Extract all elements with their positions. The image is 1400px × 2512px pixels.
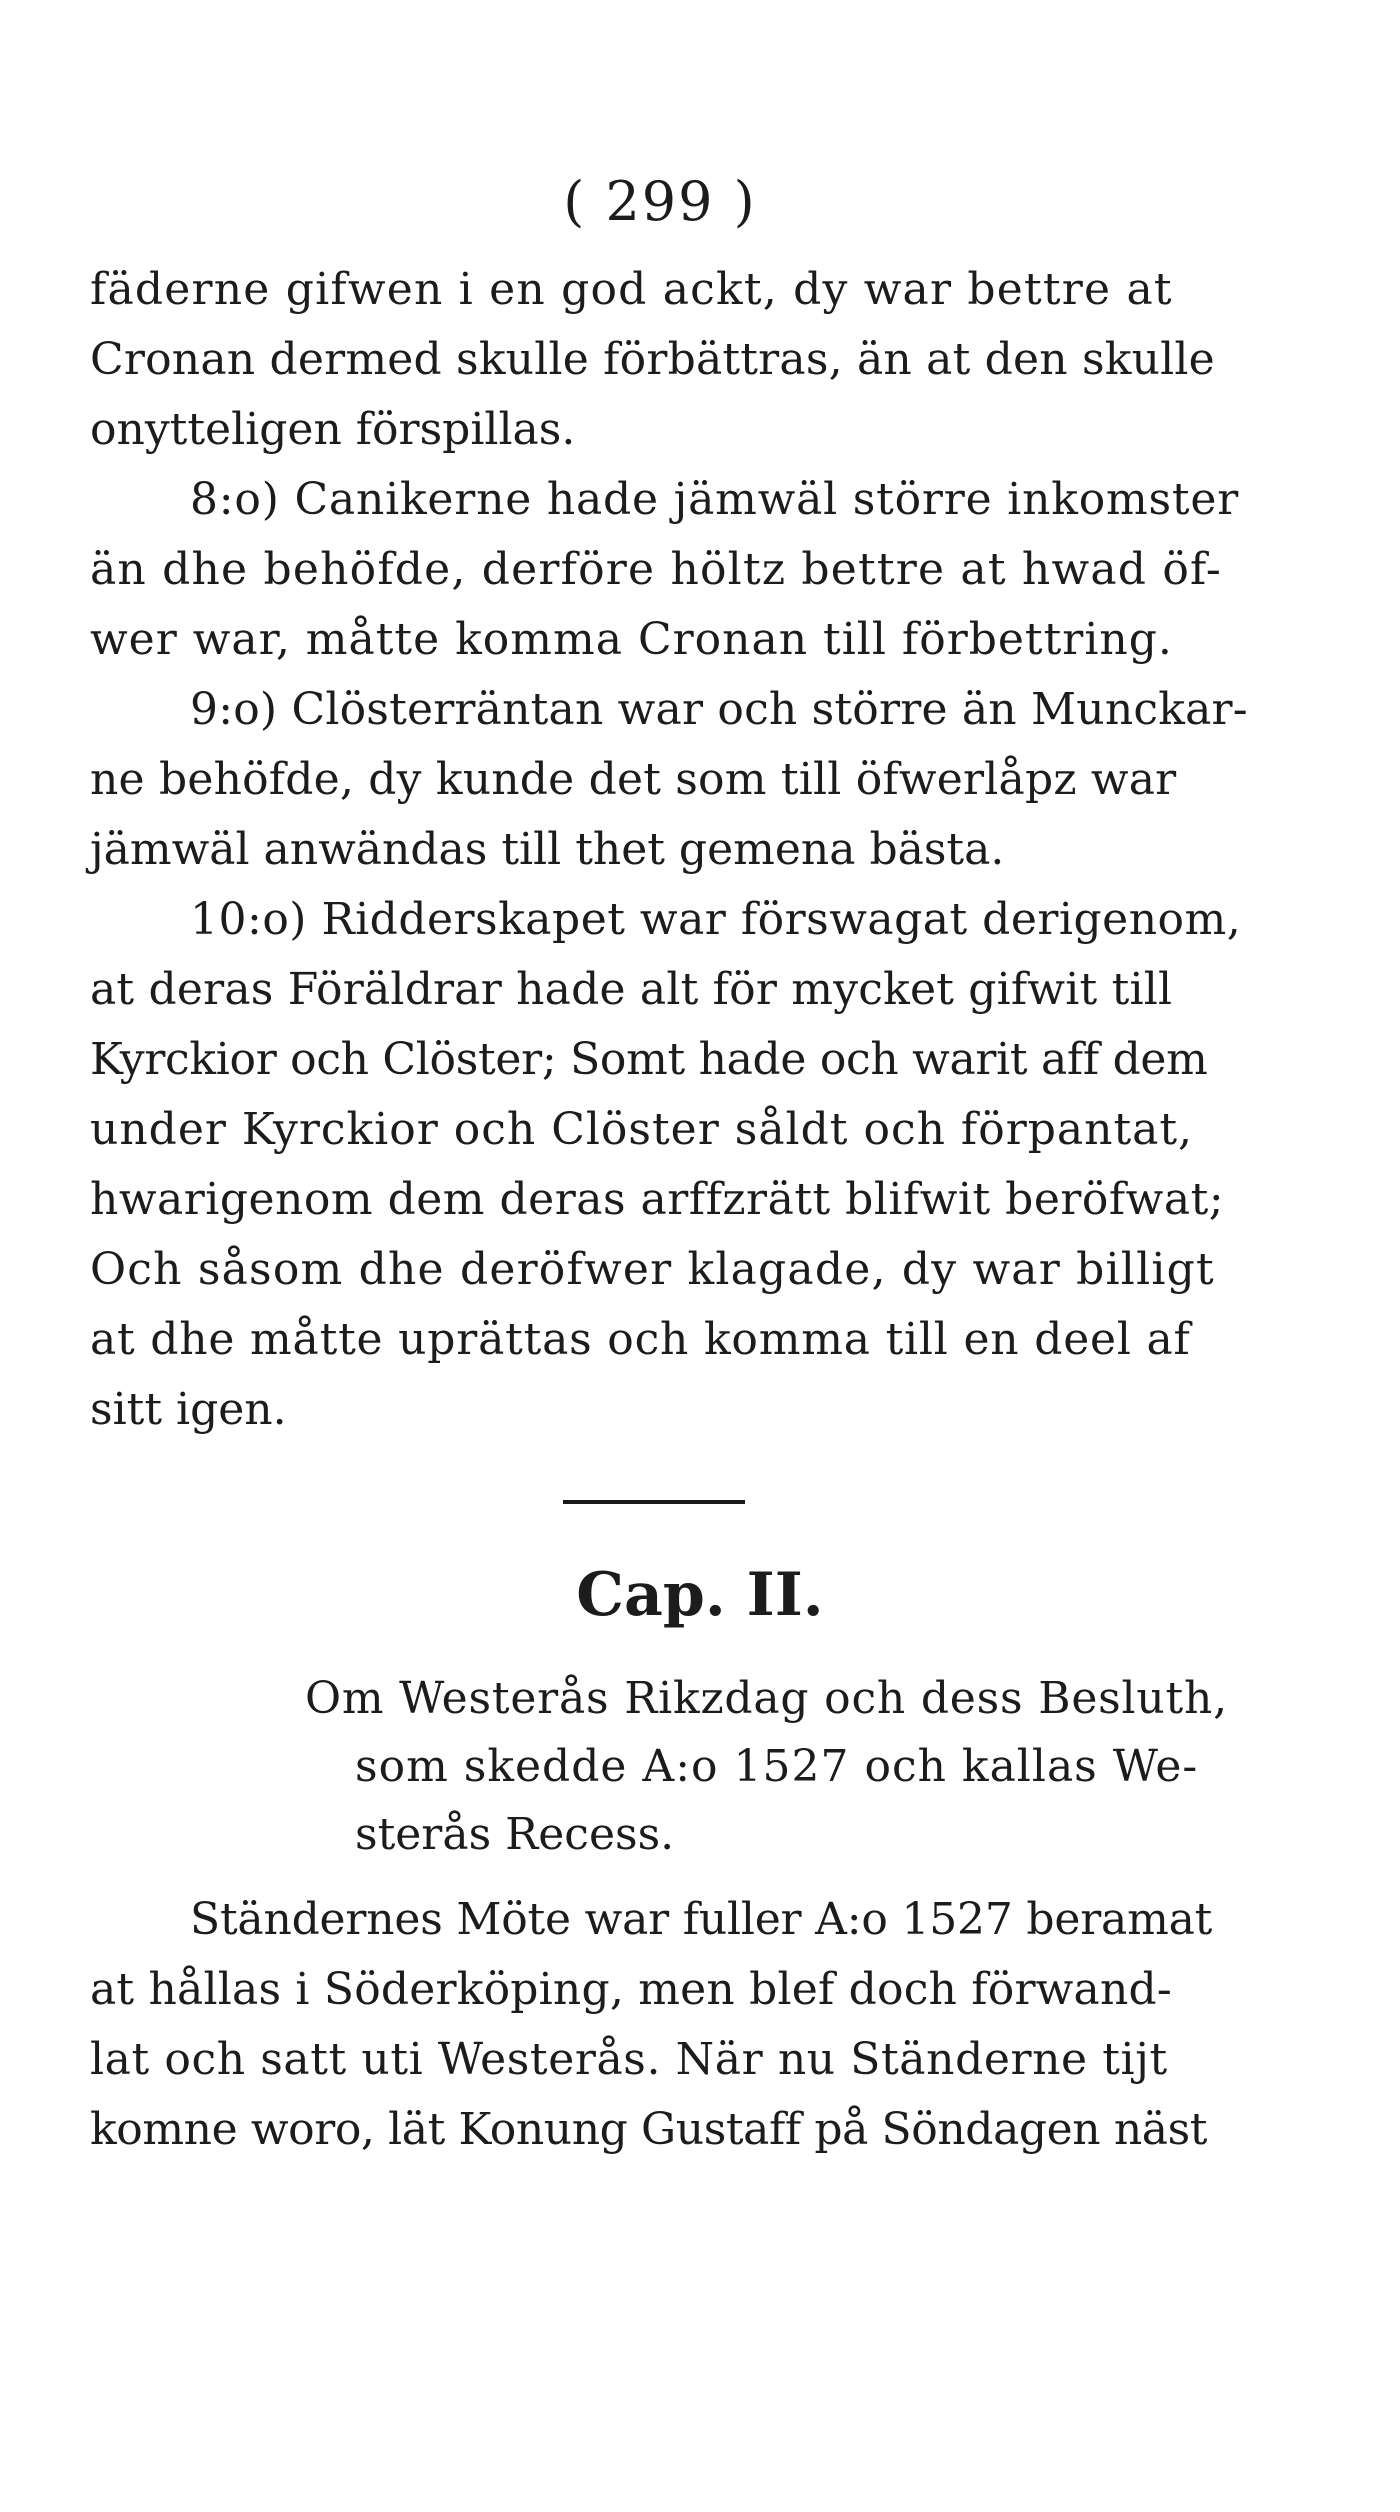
text-line: komne woro, lät Konung Gustaff på Söndagen näst [90, 2104, 1208, 2155]
text-line: jämwäl anwändas till thet gemena bästa. [90, 824, 1005, 875]
summary-line: Om Westerås Rikzdag och dess Besluth, [305, 1673, 1228, 1724]
text-line: wer war, måtte komma Cronan till förbettring. [90, 614, 1173, 665]
summary-line: som skedde A:o 1527 och kallas We- [355, 1741, 1199, 1792]
text-line: at deras Föräldrar hade alt för mycket gifwit till [90, 964, 1173, 1015]
chapter-heading: Cap. II. [576, 1560, 824, 1630]
text-line: hwarigenom dem deras arffzrätt blifwit beröfwat; [90, 1174, 1225, 1225]
text-line: 10:o) Ridderskapet war förswagat derigenom, [190, 894, 1242, 945]
text-line: 9:o) Clösterräntan war och större än Munckar- [190, 684, 1248, 735]
text-line: Ständernes Möte war fuller A:o 1527 beramat [190, 1894, 1213, 1945]
text-line: 8:o) Canikerne hade jämwäl större inkomster [190, 474, 1240, 525]
text-line: Cronan dermed skulle förbättras, än at den skulle [90, 334, 1215, 385]
section-divider [563, 1500, 745, 1504]
summary-line: sterås Recess. [355, 1809, 675, 1860]
text-line: ne behöfde, dy kunde det som till öfwerlåpz war [90, 754, 1177, 805]
text-line: onytteligen förspillas. [90, 404, 576, 455]
text-line: Och såsom dhe deröfwer klagade, dy war billigt [90, 1244, 1215, 1295]
text-line: Kyrckior och Clöster; Somt hade och warit aff dem [90, 1034, 1208, 1085]
text-line: at dhe måtte uprättas och komma till en deel af [90, 1314, 1191, 1365]
text-line: lat och satt uti Westerås. När nu Ständerne tijt [90, 2034, 1168, 2085]
chapter-summary [305, 1665, 1245, 1869]
text-line: än dhe behöfde, derföre höltz bettre at hwad öf- [90, 544, 1222, 595]
text-line: sitt igen. [90, 1384, 287, 1435]
chapter-text [90, 1885, 1230, 2165]
page-number: ( 299 ) [563, 170, 757, 233]
text-line: under Kyrckior och Clöster såldt och förpantat, [90, 1104, 1194, 1155]
text-line: at hållas i Söderköping, men blef doch förwand- [90, 1964, 1172, 2015]
body-text [90, 255, 1248, 1445]
text-line: fäderne gifwen i en god ackt, dy war bettre at [90, 264, 1173, 315]
